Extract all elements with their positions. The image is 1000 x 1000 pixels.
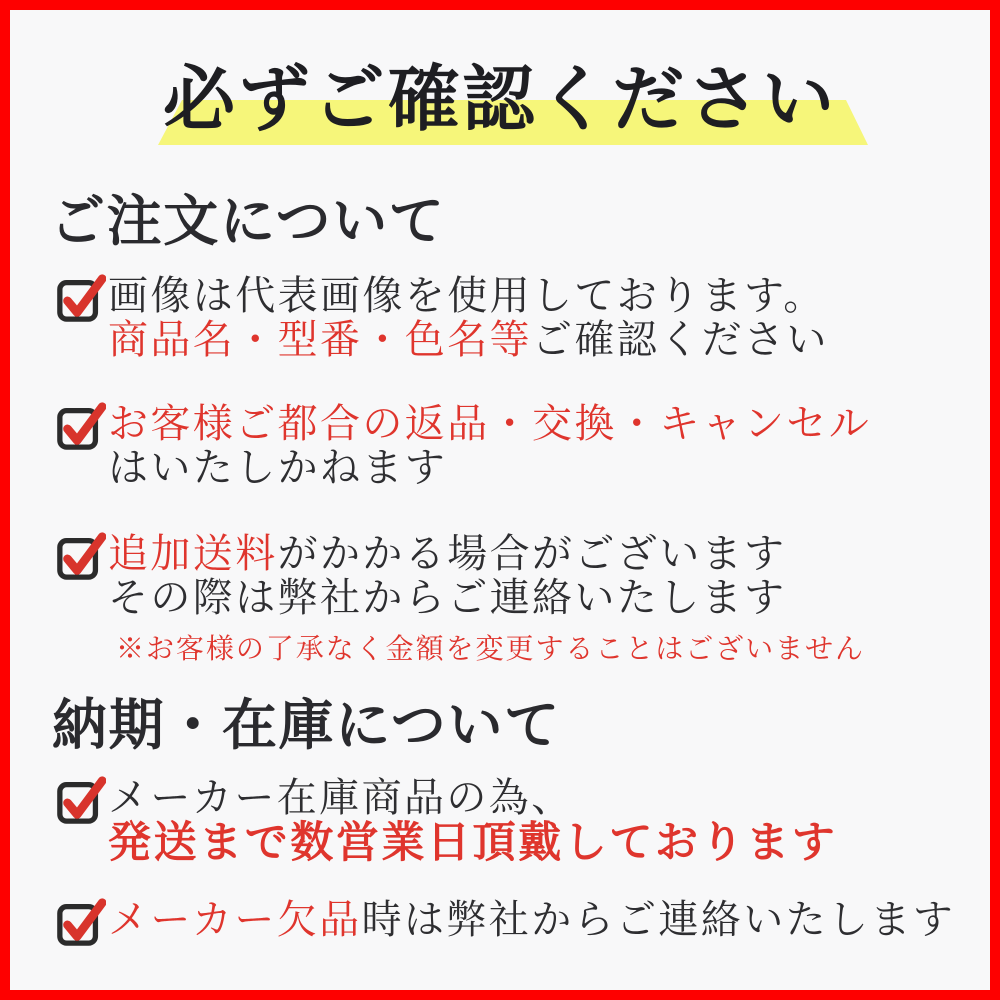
item-text (108, 402, 871, 490)
list-item (56, 532, 865, 665)
item-note-red: ※お客様の了承なく金額を変更することはございません (116, 632, 866, 665)
item-text-black: 時は弊社からご連絡いたします (361, 897, 956, 943)
item-text (108, 274, 829, 362)
checked-checkbox-icon (56, 400, 106, 452)
item-text-black: その際は弊社からご連絡いたします (108, 575, 787, 621)
item-text (108, 898, 955, 942)
checked-checkbox-icon (56, 530, 106, 582)
section-heading-stock: 納期・在庫について (52, 692, 561, 757)
item-text-black: はいたしかねます (108, 445, 448, 491)
item-text-black: がかかる場合がございます (277, 531, 787, 577)
item-text-red: 発送まで数営業日頂戴しております (108, 818, 838, 868)
item-text (108, 776, 837, 866)
checked-checkbox-icon (56, 896, 106, 948)
item-text-red: 追加送料 (108, 531, 278, 577)
item-text-red: 商品名・型番・色名等 (108, 317, 532, 363)
checked-checkbox-icon (56, 774, 106, 826)
item-text-red: メーカー欠品 (108, 897, 362, 943)
list-item (56, 274, 829, 362)
list-item (56, 402, 871, 490)
list-item (56, 898, 955, 948)
checked-checkbox-icon (56, 272, 106, 324)
item-text (108, 532, 865, 665)
list-item (56, 776, 837, 866)
page-title: 必ずご確認ください (163, 56, 837, 141)
item-text-black: ご確認ください (532, 317, 829, 363)
item-text-red: お客様ご都合の返品・交換・キャンセル (108, 401, 872, 447)
section-heading-orders: ご注文について (50, 188, 446, 253)
item-text-black: メーカー在庫商品の為、 (108, 775, 574, 821)
item-text-black: 画像は代表画像を使用しております。 (108, 273, 826, 319)
